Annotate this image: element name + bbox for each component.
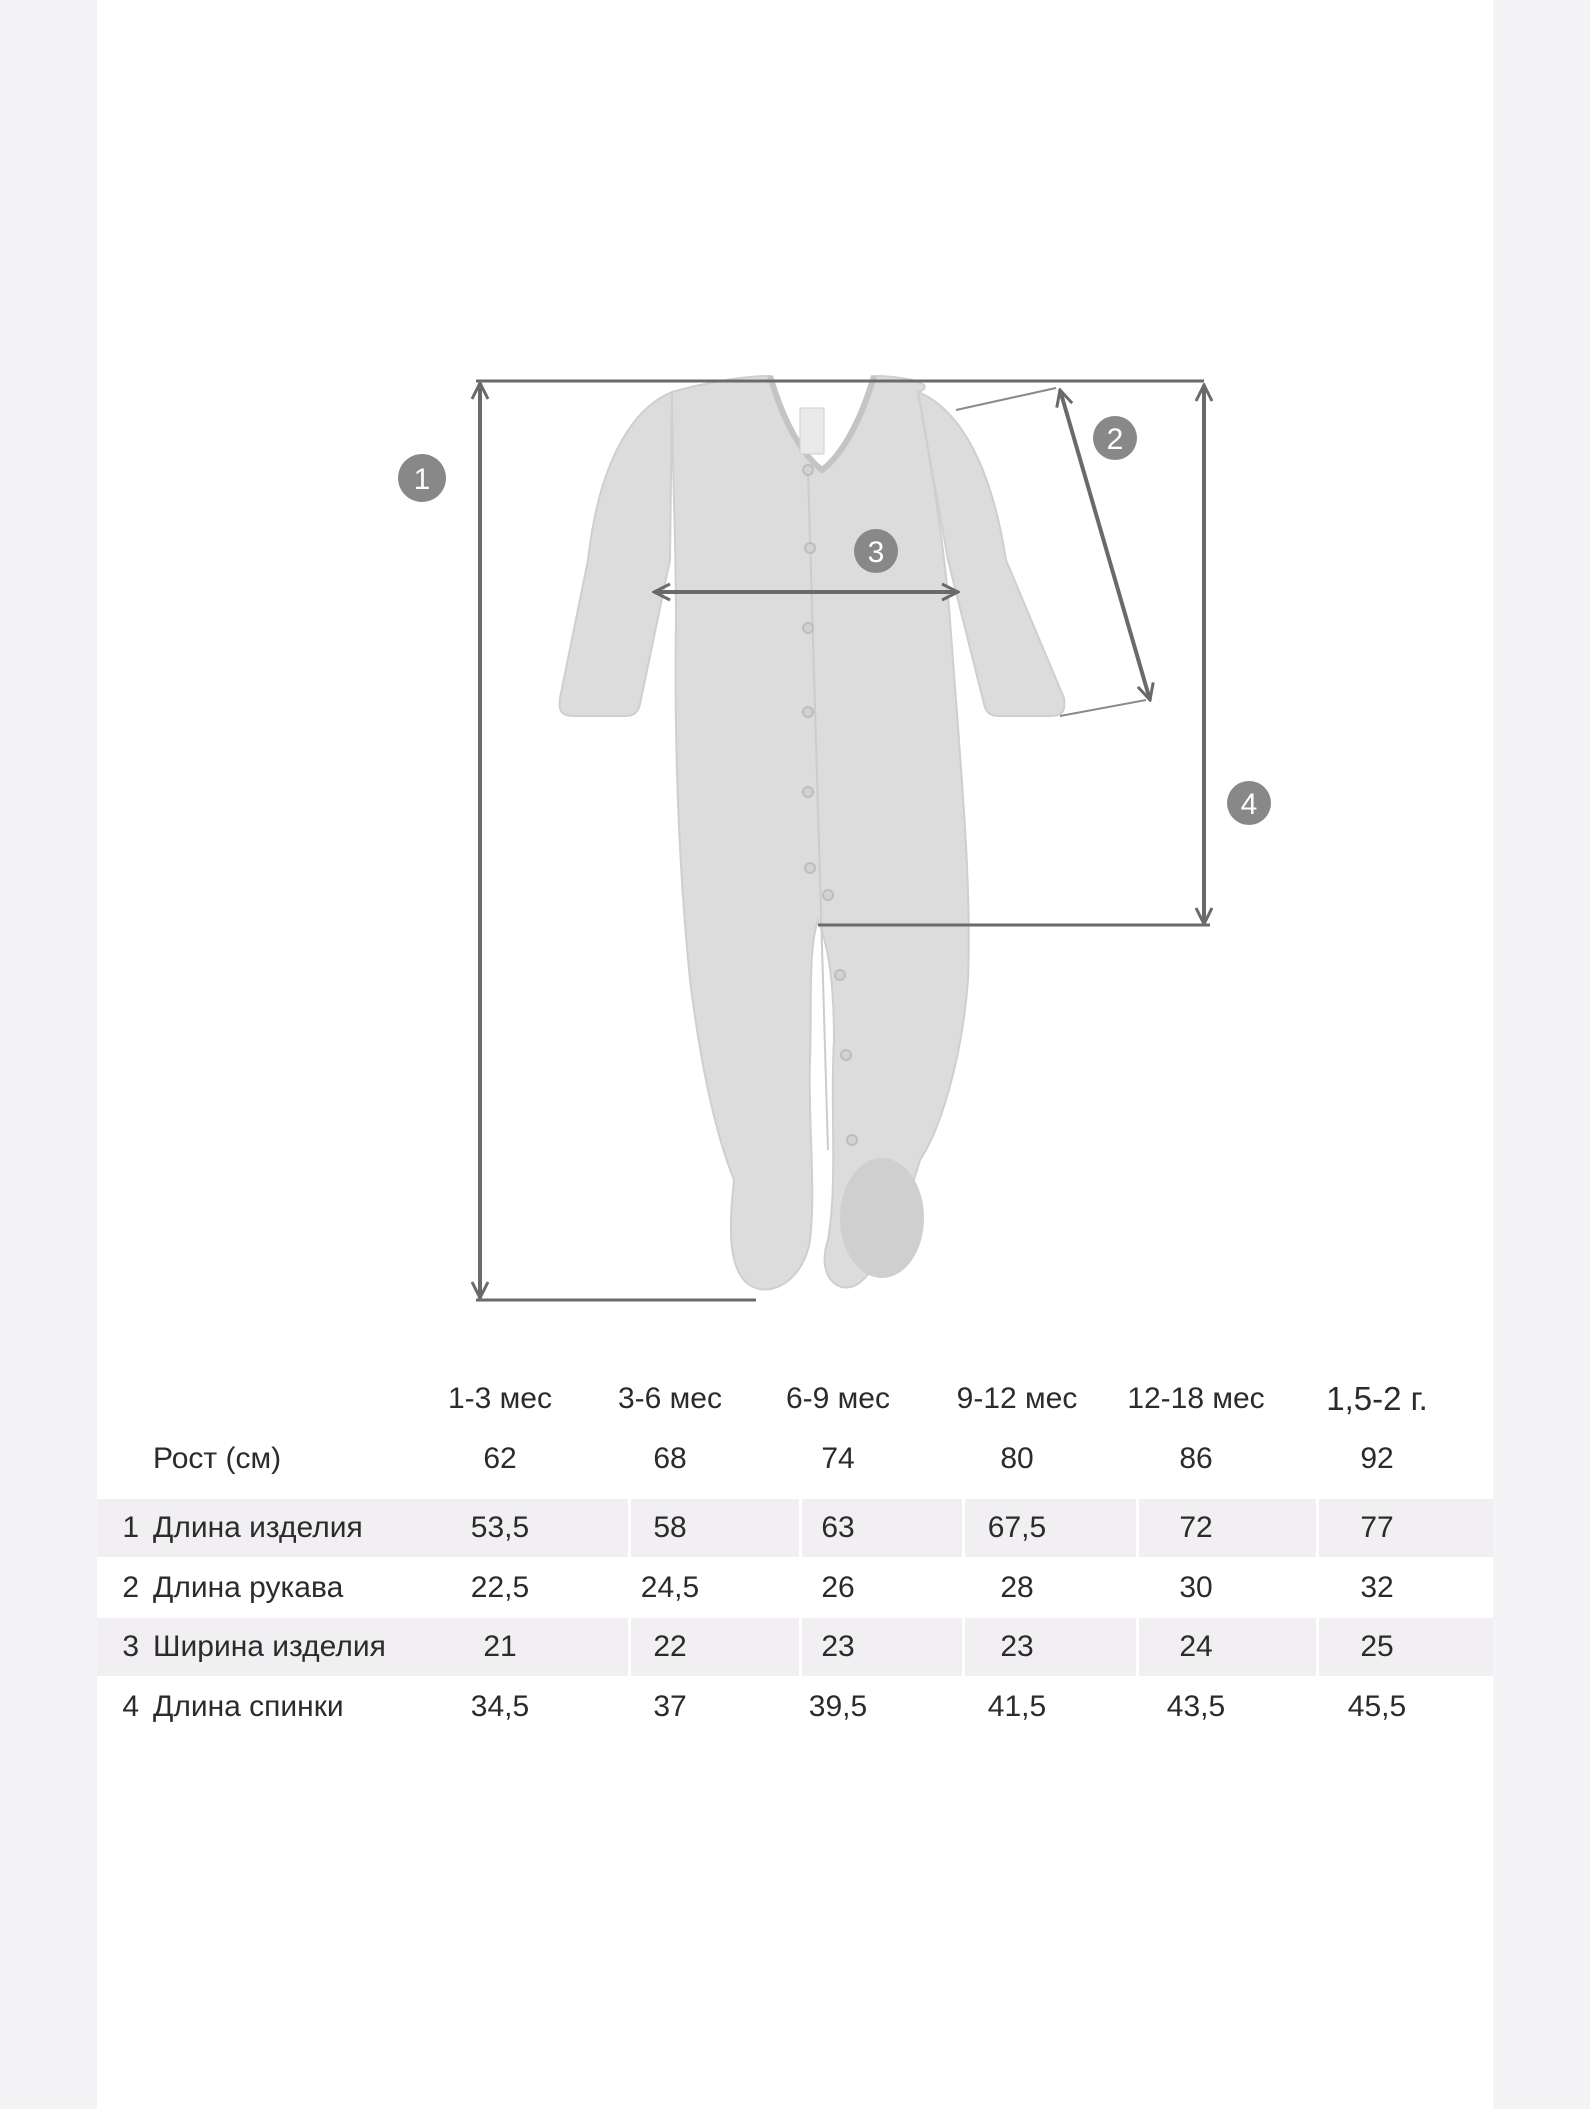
- row-label: Длина рукава: [153, 1571, 344, 1604]
- cell-value: 34,5: [470, 1690, 530, 1723]
- cell-value: 63: [821, 1511, 855, 1544]
- cell-value: 77: [1360, 1511, 1394, 1544]
- cell-value: 62: [483, 1442, 517, 1475]
- cell-value: 39,5: [808, 1690, 868, 1723]
- size-header-row: [97, 1370, 1493, 1428]
- cell-value: 58: [653, 1511, 687, 1544]
- size-header: 12-18 мес: [1127, 1382, 1265, 1415]
- table-row: [97, 1559, 1493, 1617]
- row-number: 1: [122, 1511, 139, 1544]
- row-label: Рост (см): [153, 1442, 282, 1475]
- svg-text:1: 1: [413, 463, 431, 496]
- cell-value: 68: [653, 1442, 687, 1475]
- svg-text:3: 3: [867, 536, 885, 569]
- sleepsuit-illustration: [560, 376, 1065, 1290]
- size-header: 3-6 мес: [617, 1382, 722, 1415]
- cell-value: 67,5: [987, 1511, 1047, 1544]
- cell-value: 26: [821, 1571, 855, 1604]
- table-row: [97, 1618, 1493, 1676]
- marker-badge-2: [1093, 416, 1137, 460]
- cell-value: 22,5: [470, 1571, 530, 1604]
- cell-value: 23: [821, 1630, 855, 1663]
- cell-value: 28: [1000, 1571, 1034, 1604]
- cell-value: 43,5: [1166, 1690, 1226, 1723]
- cell-value: 22: [653, 1630, 687, 1663]
- table-row: [97, 1678, 1493, 1736]
- marker-badge-4: [1227, 781, 1271, 825]
- row-number: 3: [122, 1630, 139, 1663]
- cell-value: 21: [483, 1630, 517, 1663]
- size-header: 9-12 мес: [956, 1382, 1078, 1415]
- cell-value: 41,5: [987, 1690, 1047, 1723]
- cell-value: 80: [1000, 1442, 1034, 1475]
- marker-badge-1: [398, 454, 446, 502]
- cell-value: 86: [1179, 1442, 1213, 1475]
- cell-value: 37: [653, 1690, 687, 1723]
- row-label: Длина изделия: [153, 1511, 363, 1544]
- cell-value: 74: [821, 1442, 855, 1475]
- cell-value: 24,5: [640, 1571, 700, 1604]
- cell-value: 92: [1360, 1442, 1394, 1475]
- cell-value: 24: [1179, 1630, 1213, 1663]
- row-label: Ширина изделия: [153, 1630, 386, 1663]
- height-row: [97, 1430, 1493, 1488]
- marker-badge-3: [854, 529, 898, 573]
- cell-value: 72: [1179, 1511, 1213, 1544]
- svg-text:2: 2: [1106, 423, 1124, 456]
- cell-value: 53,5: [470, 1511, 530, 1544]
- cell-value: 30: [1179, 1571, 1213, 1604]
- cell-value: 25: [1360, 1630, 1394, 1663]
- cell-value: 45,5: [1347, 1690, 1407, 1723]
- size-header: 1-3 мес: [447, 1382, 552, 1415]
- row-number: 2: [122, 1571, 139, 1604]
- row-label: Длина спинки: [153, 1690, 344, 1723]
- size-header: 1,5-2 г.: [1326, 1380, 1428, 1417]
- table-row: [97, 1499, 1493, 1557]
- cell-value: 23: [1000, 1630, 1034, 1663]
- row-number: 4: [122, 1690, 139, 1723]
- svg-text:4: 4: [1240, 788, 1258, 821]
- cell-value: 32: [1360, 1571, 1394, 1604]
- size-header: 6-9 мес: [785, 1382, 890, 1415]
